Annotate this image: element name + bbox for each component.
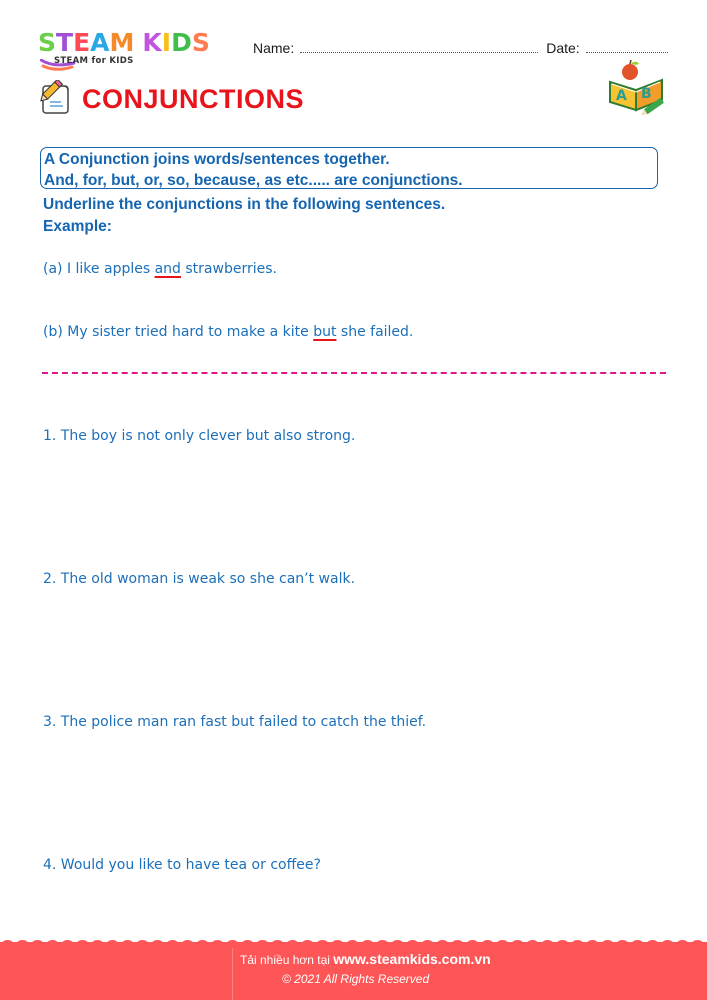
example-label: Example: [43, 218, 112, 235]
exercise-sentence[interactable]: 3. The police man ran fast but failed to catch the thief. [43, 714, 427, 730]
footer-copyright: © 2021 All Rights Reserved [282, 972, 430, 986]
instruction-text: Underline the conjunctions in the following sentences. [43, 196, 446, 213]
footer-divider [232, 948, 233, 1000]
page-title: CONJUNCTIONS [82, 84, 305, 114]
footer-download-line [240, 951, 491, 967]
logo-letter: D [171, 28, 192, 57]
abc-book-icon [606, 60, 668, 116]
date-label: Date: [546, 40, 580, 56]
name-field[interactable] [300, 40, 538, 53]
logo-letter: M [109, 28, 135, 57]
exercise-sentence[interactable]: 2. The old woman is weak so she can’t walk. [43, 571, 356, 587]
logo-letter: E [73, 28, 91, 57]
logo-tagline: STEAM for KIDS [54, 56, 134, 66]
examples-line: And, for, but, or, so, because, as etc..... are conjunctions. [44, 172, 463, 189]
date-field[interactable] [586, 40, 668, 53]
svg-text:A: A [616, 88, 627, 104]
sentence-text: strawberries. [180, 261, 277, 277]
logo-letter: A [90, 28, 110, 57]
logo-letter: S [191, 28, 210, 57]
sentence-text: she failed. [336, 324, 414, 340]
logo-letter: T [56, 28, 74, 57]
logo-letter: S [38, 28, 57, 57]
example-sentence-b [43, 324, 413, 340]
exercise-sentence[interactable]: 4. Would you like to have tea or coffee? [43, 857, 321, 873]
steam-kids-logo [38, 29, 238, 73]
definition-box [40, 147, 658, 189]
logo-letter: K [142, 28, 162, 57]
exercise-sentence[interactable]: 1. The boy is not only clever but also strong. [43, 428, 356, 444]
example-sentence-a [43, 261, 277, 277]
footer-prefix: Tải nhiều hơn tại [240, 953, 334, 967]
definition-line: A Conjunction joins words/sentences together. [44, 151, 390, 168]
sentence-text: (a) I like apples [43, 261, 155, 277]
pencil-paper-icon [37, 80, 73, 116]
underlined-conjunction: and [154, 261, 181, 277]
footer-website-link[interactable]: www.steamkids.com.vn [333, 951, 491, 967]
logo-letter: I [161, 28, 172, 57]
underlined-conjunction: but [313, 324, 337, 340]
name-date-fields [253, 40, 668, 56]
logo-wordmark [38, 29, 210, 57]
sentence-text: (b) My sister tried hard to make a kite [43, 324, 314, 340]
svg-text:B: B [641, 86, 652, 102]
section-divider [42, 372, 666, 374]
name-label: Name: [253, 40, 295, 56]
